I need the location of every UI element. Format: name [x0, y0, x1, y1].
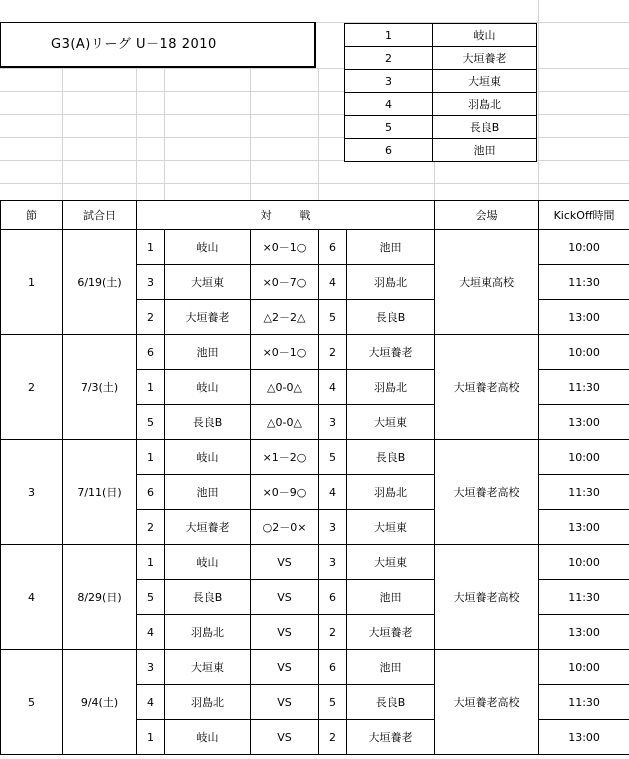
- home-team: 羽島北: [165, 685, 251, 720]
- kickoff-time: 13:00: [539, 300, 629, 335]
- home-team: 長良B: [165, 580, 251, 615]
- match-result: ×0－9○: [251, 475, 319, 510]
- grid-line: [538, 0, 539, 200]
- venue: 大垣養老高校: [435, 650, 539, 755]
- team-list: [344, 23, 537, 162]
- match-date: 9/4(土): [63, 650, 137, 755]
- kickoff-time: 11:30: [539, 370, 629, 405]
- venue: 大垣養老高校: [435, 545, 539, 650]
- home-team-number: 6: [137, 335, 165, 370]
- kickoff-time: 10:00: [539, 335, 629, 370]
- away-team-number: 5: [319, 685, 347, 720]
- home-team-number: 2: [137, 510, 165, 545]
- away-team-number: 4: [319, 370, 347, 405]
- home-team: 岐山: [165, 230, 251, 265]
- away-team-number: 4: [319, 265, 347, 300]
- away-team: 長良B: [347, 685, 435, 720]
- home-team: 長良B: [165, 405, 251, 440]
- round-number: 2: [1, 335, 63, 440]
- home-team-number: 2: [137, 300, 165, 335]
- home-team: 大垣養老: [165, 510, 251, 545]
- grid-line: [0, 183, 629, 184]
- team-number: 5: [345, 116, 433, 139]
- kickoff-time: 13:00: [539, 510, 629, 545]
- team-row: [345, 93, 537, 116]
- kickoff-time: 11:30: [539, 580, 629, 615]
- home-team-number: 6: [137, 475, 165, 510]
- team-number: 4: [345, 93, 433, 116]
- home-team-number: 1: [137, 370, 165, 405]
- match-row: [1, 545, 629, 580]
- match-result: △0-0△: [251, 370, 319, 405]
- team-name: 大垣養老: [433, 47, 537, 70]
- header-date: 試合日: [63, 201, 137, 230]
- team-number: 3: [345, 70, 433, 93]
- away-team: 大垣養老: [347, 335, 435, 370]
- home-team: 大垣養老: [165, 300, 251, 335]
- away-team: 池田: [347, 230, 435, 265]
- match-date: 6/19(土): [63, 230, 137, 335]
- match-row: [1, 440, 629, 475]
- kickoff-time: 11:30: [539, 685, 629, 720]
- round-number: 3: [1, 440, 63, 545]
- home-team-number: 1: [137, 230, 165, 265]
- away-team: 大垣東: [347, 545, 435, 580]
- away-team-number: 2: [319, 720, 347, 755]
- home-team-number: 3: [137, 265, 165, 300]
- team-row: [345, 139, 537, 162]
- match-result: VS: [251, 650, 319, 685]
- away-team-number: 6: [319, 230, 347, 265]
- team-name: 大垣東: [433, 70, 537, 93]
- away-team: 大垣養老: [347, 615, 435, 650]
- match-date: 8/29(日): [63, 545, 137, 650]
- grid-line: [250, 68, 251, 200]
- round-number: 4: [1, 545, 63, 650]
- team-name: 羽島北: [433, 93, 537, 116]
- venue: 大垣東高校: [435, 230, 539, 335]
- away-team: 池田: [347, 650, 435, 685]
- home-team-number: 5: [137, 580, 165, 615]
- team-name: 岐山: [433, 24, 537, 47]
- kickoff-time: 13:00: [539, 405, 629, 440]
- home-team-number: 4: [137, 685, 165, 720]
- team-number: 6: [345, 139, 433, 162]
- home-team: 池田: [165, 335, 251, 370]
- match-result: VS: [251, 720, 319, 755]
- match-row: [1, 335, 629, 370]
- header-match: [137, 201, 435, 230]
- kickoff-time: 13:00: [539, 615, 629, 650]
- away-team-number: 5: [319, 300, 347, 335]
- match-result: VS: [251, 685, 319, 720]
- match-result: VS: [251, 580, 319, 615]
- home-team: 岐山: [165, 440, 251, 475]
- team-number: 2: [345, 47, 433, 70]
- kickoff-time: 10:00: [539, 230, 629, 265]
- home-team-number: 1: [137, 440, 165, 475]
- kickoff-time: 11:30: [539, 475, 629, 510]
- home-team: 大垣東: [165, 650, 251, 685]
- header-match-a: 対: [260, 209, 272, 222]
- away-team: 羽島北: [347, 265, 435, 300]
- grid-line: [434, 160, 435, 200]
- away-team: 羽島北: [347, 370, 435, 405]
- away-team-number: 6: [319, 580, 347, 615]
- kickoff-time: 13:00: [539, 720, 629, 755]
- home-team: 池田: [165, 475, 251, 510]
- header-round: 節: [1, 201, 63, 230]
- match-date: 7/11(日): [63, 440, 137, 545]
- match-schedule: [0, 200, 629, 755]
- venue: 大垣養老高校: [435, 335, 539, 440]
- home-team: 羽島北: [165, 615, 251, 650]
- venue: 大垣養老高校: [435, 440, 539, 545]
- away-team: 大垣東: [347, 510, 435, 545]
- team-row: [345, 47, 537, 70]
- round-number: 1: [1, 230, 63, 335]
- home-team-number: 1: [137, 720, 165, 755]
- home-team: 岐山: [165, 720, 251, 755]
- round-number: 5: [1, 650, 63, 755]
- kickoff-time: 10:00: [539, 650, 629, 685]
- match-row: [1, 230, 629, 265]
- away-team-number: 5: [319, 440, 347, 475]
- away-team-number: 3: [319, 545, 347, 580]
- match-result: ○2－0×: [251, 510, 319, 545]
- away-team-number: 4: [319, 475, 347, 510]
- away-team-number: 3: [319, 405, 347, 440]
- match-result: ×0－1○: [251, 335, 319, 370]
- match-result: ×0－1○: [251, 230, 319, 265]
- away-team: 大垣東: [347, 405, 435, 440]
- team-row: [345, 70, 537, 93]
- team-name: 長良B: [433, 116, 537, 139]
- kickoff-time: 10:00: [539, 440, 629, 475]
- grid-line: [318, 68, 319, 200]
- away-team: 大垣養老: [347, 720, 435, 755]
- match-result: VS: [251, 615, 319, 650]
- away-team: 池田: [347, 580, 435, 615]
- home-team-number: 1: [137, 545, 165, 580]
- team-row: [345, 24, 537, 47]
- header-row: [1, 201, 629, 230]
- match-result: ×1－2○: [251, 440, 319, 475]
- team-number: 1: [345, 24, 433, 47]
- grid-line: [136, 68, 137, 200]
- match-result: △2－2△: [251, 300, 319, 335]
- sheet-title: G3(A)リーグ U－18 2010: [0, 22, 316, 68]
- match-result: ×0－7○: [251, 265, 319, 300]
- home-team: 岐山: [165, 370, 251, 405]
- away-team-number: 6: [319, 650, 347, 685]
- away-team-number: 2: [319, 335, 347, 370]
- match-date: 7/3(土): [63, 335, 137, 440]
- team-row: [345, 116, 537, 139]
- home-team: 岐山: [165, 545, 251, 580]
- match-result: △0-0△: [251, 405, 319, 440]
- header-kickoff: KickOff時間: [539, 201, 629, 230]
- away-team: 長良B: [347, 440, 435, 475]
- match-result: VS: [251, 545, 319, 580]
- away-team-number: 2: [319, 615, 347, 650]
- header-match-b: 戦: [299, 209, 311, 222]
- away-team: 羽島北: [347, 475, 435, 510]
- away-team: 長良B: [347, 300, 435, 335]
- header-venue: 会場: [435, 201, 539, 230]
- away-team-number: 3: [319, 510, 347, 545]
- grid-line: [164, 68, 165, 200]
- kickoff-time: 10:00: [539, 545, 629, 580]
- kickoff-time: 11:30: [539, 265, 629, 300]
- home-team-number: 4: [137, 615, 165, 650]
- home-team: 大垣東: [165, 265, 251, 300]
- home-team-number: 3: [137, 650, 165, 685]
- home-team-number: 5: [137, 405, 165, 440]
- match-row: [1, 650, 629, 685]
- grid-line: [62, 68, 63, 200]
- team-name: 池田: [433, 139, 537, 162]
